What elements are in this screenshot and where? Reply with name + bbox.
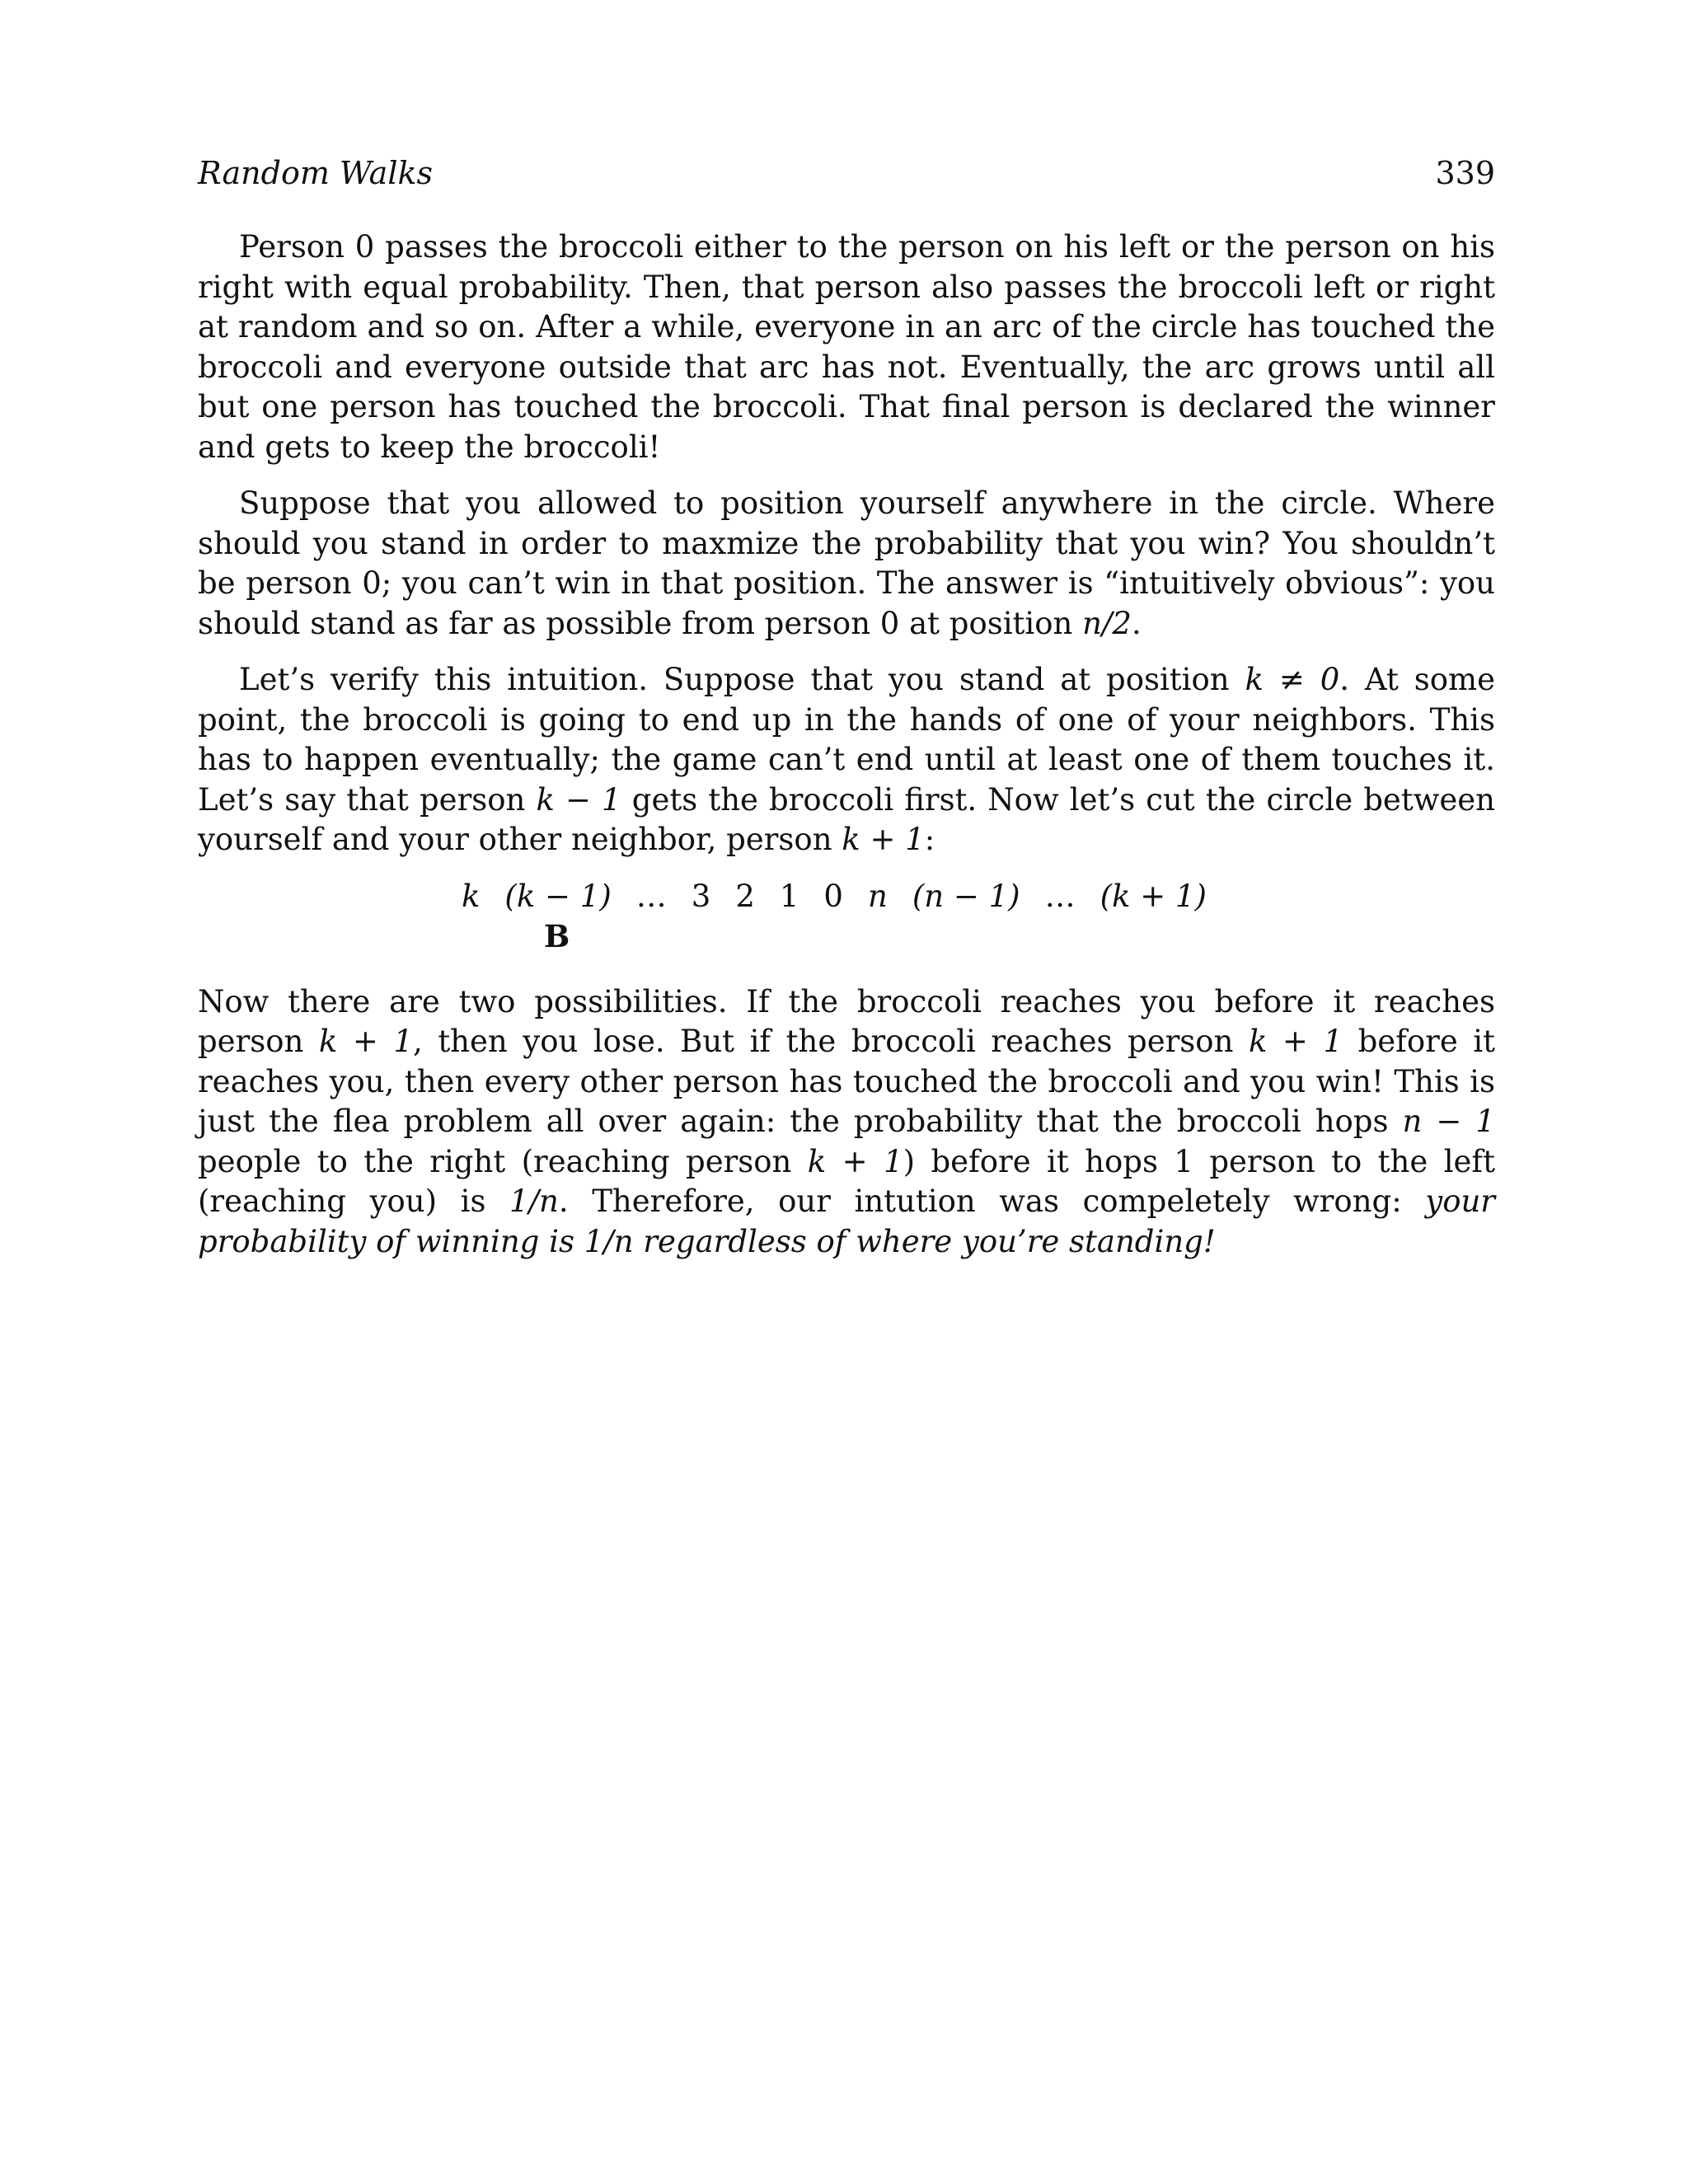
paragraph-4-text-d: people to the right (reaching person (198, 1143, 808, 1179)
paragraph-4-text-c: before it reaches you, then every other person has touched the broccoli and you win! This is just the flea problem all over again: the probability that the broccoli hops (198, 1024, 1495, 1139)
math-k-neq-0: k ≠ 0 (1245, 662, 1340, 697)
paragraph-4 (198, 982, 1495, 1263)
seq-item-0: 0 (823, 878, 843, 914)
math-k-plus-1-b: k + 1 (1248, 1024, 1343, 1059)
paragraph-1 (198, 227, 1495, 467)
seq-item-n-minus-1: (n − 1) (912, 878, 1020, 914)
paragraph-4-text-b: , then you lose. But if the broccoli reaches person (413, 1024, 1249, 1059)
emphasis-text-a: your probability of winning is (198, 1183, 1495, 1259)
math-n-minus-1: n − 1 (1402, 1104, 1495, 1139)
page-header (198, 155, 1495, 201)
paragraph-3-text-c: gets the broccoli first. Now let’s cut the circle between yourself and your other neighbor, person (198, 781, 1495, 857)
seq-item-n: n (867, 878, 888, 914)
seq-item-2: 2 (735, 878, 755, 914)
paragraph-2-text-a: Suppose that you allowed to position yourself anywhere in the circle. Where should you stand in order to maxmize the probability that you win? You shouldn’t be person 0; you can’t win in that position. The answer is “intuitively obvious”: you should stand as far as possible from person 0 at position (198, 485, 1495, 641)
seq-item-1: 1 (779, 878, 799, 914)
seq-item-k: k (462, 878, 481, 914)
page-number: 339 (1435, 155, 1495, 191)
paragraph-3-text-d: : (924, 822, 935, 857)
paragraph-3-text-a: Let’s verify this intuition. Suppose that you stand at position (239, 662, 1245, 697)
seq-item-k-minus-1: (k − 1) (504, 878, 612, 914)
math-k-plus-1-c: k + 1 (807, 1143, 903, 1179)
paragraph-4-text-f: . Therefore, our intution was compeletely wrong: (558, 1183, 1426, 1219)
seq-ellipsis-2: … (1044, 878, 1076, 914)
seq-item-3: 3 (691, 878, 711, 914)
paragraph-4-text-e: ) before it hops 1 person to the left (reaching you) is (198, 1143, 1495, 1219)
paragraph-3 (198, 660, 1495, 860)
emphasis-text-b: regardless of where you’re standing! (633, 1223, 1216, 1259)
display-equation (198, 877, 1495, 968)
seq-item-k-plus-1: (k + 1) (1100, 878, 1207, 914)
math-1-over-n-emph: 1/n (584, 1223, 634, 1259)
math-k-plus-1: k + 1 (842, 822, 925, 857)
person-sequence (462, 877, 1207, 917)
math-k-plus-1-a: k + 1 (318, 1024, 413, 1059)
paragraph-1-text: Person 0 passes the broccoli either to the person on his left or the person on his right with equal probability. Then, that person also passes the broccoli left or right at random and so on. After a while, everyone in an arc of the circle has touched the broccoli and everyone outside that arc has not. Eventually, the arc grows until all but one person has touched the broccoli. That final person is declared the winner and gets to keep the broccoli! (198, 229, 1495, 465)
math-1-over-n: 1/n (509, 1183, 559, 1219)
seq-ellipsis-1: … (635, 878, 667, 914)
paragraph-2 (198, 484, 1495, 644)
math-n-over-2: n/2 (1082, 605, 1132, 641)
paragraph-2-text-b: . (1131, 605, 1142, 641)
broccoli-marker: B (544, 917, 570, 954)
running-title: Random Walks (198, 155, 434, 191)
paragraph-3-text-b: . At some point, the broccoli is going to end up in the hands of one of your neighbors. This has to happen eventually; the game can’t end until at least one of them touches it. Let’s say that person (198, 662, 1495, 818)
body-text (198, 227, 1495, 1278)
math-k-minus-1: k − 1 (536, 781, 621, 818)
paragraph-4-text-a: Now there are two possibilities. If the broccoli reaches you before it reaches person (198, 983, 1495, 1059)
